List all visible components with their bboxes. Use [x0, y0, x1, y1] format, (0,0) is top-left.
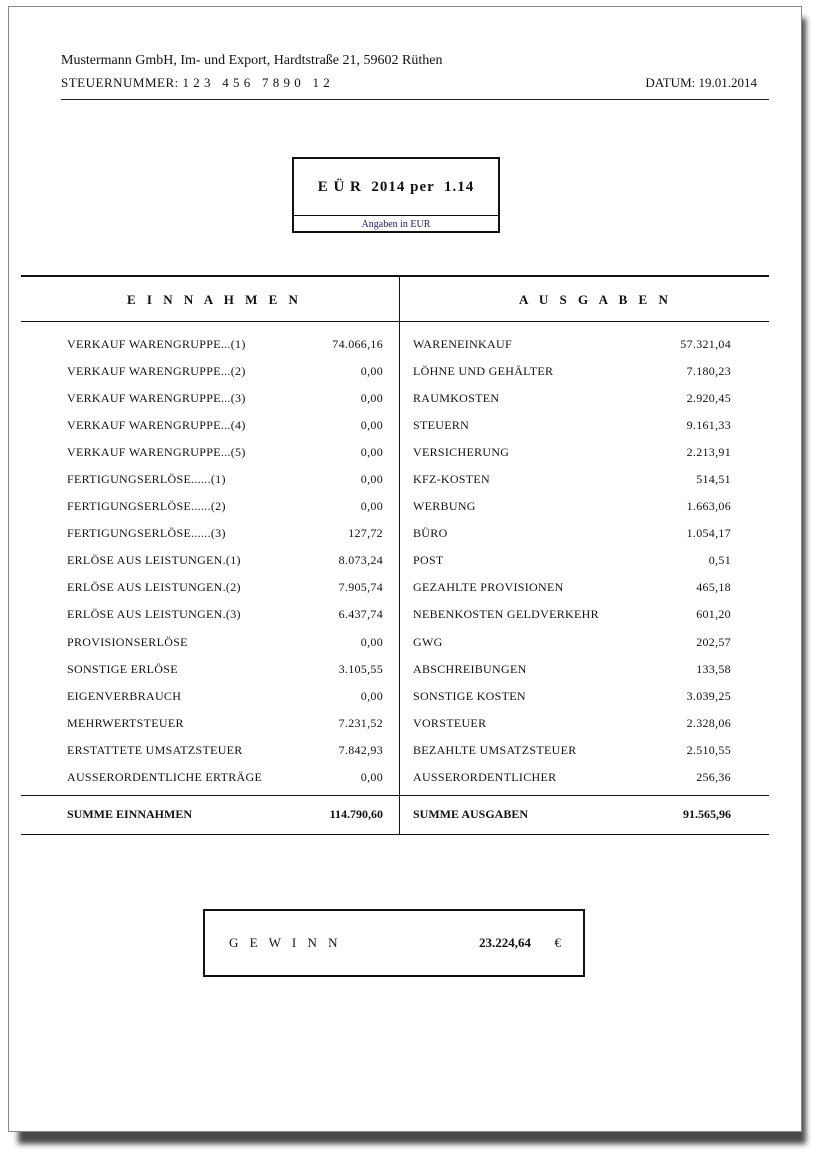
expense-row [413, 414, 731, 441]
income-row [67, 468, 383, 495]
expense-row [413, 468, 731, 495]
profit-box [203, 909, 585, 977]
income-value: 0,00 [360, 445, 383, 460]
profit-label: G E W I N N [229, 935, 342, 950]
income-value: 0,00 [360, 634, 383, 649]
expense-label: VERSICHERUNG [413, 445, 510, 460]
expense-label: ABSCHREIBUNGEN [413, 661, 527, 676]
income-row [67, 739, 383, 766]
table-column-divider [399, 275, 400, 835]
company-address: Mustermann GmbH, Im- und Export, Hardtstraße 21, 59602 Rüthen [61, 53, 443, 68]
expense-row [413, 685, 731, 712]
income-sum-value: 114.790,60 [329, 807, 383, 821]
expense-label: RAUMKOSTEN [413, 391, 500, 406]
income-value: 7.842,93 [338, 742, 383, 757]
expense-row [413, 387, 731, 414]
income-label: ERLÖSE AUS LEISTUNGEN.(2) [67, 580, 241, 595]
income-value: 7.905,74 [338, 580, 383, 595]
table-header-rule [21, 321, 769, 322]
income-row [67, 333, 383, 360]
expense-label: SONSTIGE KOSTEN [413, 688, 526, 703]
currency-symbol: € [554, 935, 561, 950]
income-label: ERLÖSE AUS LEISTUNGEN.(3) [67, 607, 241, 622]
expense-row [413, 522, 731, 549]
income-label: FERTIGUNGSERLÖSE......(2) [67, 499, 226, 514]
income-label: EIGENVERBRAUCH [67, 688, 182, 703]
expense-value: 0,51 [708, 553, 731, 568]
income-value: 3.105,55 [338, 661, 383, 676]
expense-row [413, 360, 731, 387]
income-value: 0,00 [360, 364, 383, 379]
expense-sum-label: SUMME AUSGABEN [413, 807, 529, 821]
expense-value: 7.180,23 [686, 364, 731, 379]
expense-label: GWG [413, 634, 443, 649]
income-row [67, 576, 383, 603]
expense-label: STEUERN [413, 418, 470, 433]
expense-value: 202,57 [696, 634, 731, 649]
expense-value: 256,36 [696, 769, 731, 784]
income-row [67, 631, 383, 658]
income-label: FERTIGUNGSERLÖSE......(3) [67, 526, 226, 541]
report-subtitle: Angaben in EUR [361, 219, 431, 230]
income-value: 0,00 [360, 391, 383, 406]
tax-number: STEUERNUMMER: 1 2 3 4 5 6 7 8 9 0 1 2 [61, 75, 331, 90]
income-value: 0,00 [360, 688, 383, 703]
income-label: SONSTIGE ERLÖSE [67, 661, 178, 676]
income-value: 7.231,52 [338, 715, 383, 730]
expense-row [413, 631, 731, 658]
document-date: DATUM: 19.01.2014 [645, 75, 757, 90]
income-value: 0,00 [360, 769, 383, 784]
expense-value: 2.328,06 [686, 715, 731, 730]
expense-value: 2.920,45 [686, 391, 731, 406]
expense-value: 3.039,25 [686, 688, 731, 703]
expense-label: GEZAHLTE PROVISIONEN [413, 580, 564, 595]
income-label: VERKAUF WARENGRUPPE...(1) [67, 337, 246, 351]
expense-value: 2.213,91 [686, 445, 731, 460]
income-value: 74.066,16 [332, 337, 383, 351]
income-label: MEHRWERTSTEUER [67, 715, 184, 730]
income-list [67, 333, 383, 793]
income-value: 8.073,24 [338, 553, 383, 568]
income-row [67, 414, 383, 441]
expense-label: WARENEINKAUF [413, 337, 512, 351]
income-row [67, 685, 383, 712]
income-value: 0,00 [360, 499, 383, 514]
expense-row [413, 658, 731, 685]
expense-label: WERBUNG [413, 499, 476, 514]
income-value: 6.437,74 [338, 607, 383, 622]
profit-value: 23.224,64 [479, 935, 531, 950]
expense-value: 9.161,33 [686, 418, 731, 433]
table-bottom-rule [21, 834, 769, 835]
income-value: 127,72 [348, 526, 383, 541]
income-label: ERSTATTETE UMSATZSTEUER [67, 742, 243, 757]
expense-label: POST [413, 553, 444, 568]
title-divider [294, 215, 498, 216]
income-sum-label: SUMME EINNAHMEN [67, 807, 192, 821]
report-title: E Ü R 2014 per 1.14 [317, 179, 475, 195]
income-row [67, 522, 383, 549]
income-value: 0,00 [360, 418, 383, 433]
expense-value: 1.054,17 [686, 526, 731, 541]
table-top-rule [21, 275, 769, 277]
expense-label: LÖHNE UND GEHÄLTER [413, 364, 554, 379]
income-row [67, 495, 383, 522]
expense-row [413, 441, 731, 468]
header-divider [61, 99, 769, 100]
expense-value: 57.321,04 [680, 337, 731, 351]
income-label: VERKAUF WARENGRUPPE...(3) [67, 391, 246, 406]
expense-value: 514,51 [696, 472, 731, 487]
income-label: PROVISIONSERLÖSE [67, 634, 188, 649]
income-label: VERKAUF WARENGRUPPE...(4) [67, 418, 246, 433]
expense-label: NEBENKOSTEN GELDVERKEHR [413, 607, 599, 622]
income-label: ERLÖSE AUS LEISTUNGEN.(1) [67, 553, 241, 568]
income-label: VERKAUF WARENGRUPPE...(5) [67, 445, 246, 460]
income-row [67, 658, 383, 685]
document-page [8, 6, 802, 1132]
income-row [67, 549, 383, 576]
expense-row [413, 495, 731, 522]
expense-value: 2.510,55 [686, 742, 731, 757]
expense-header: A U S G A B E N [519, 292, 672, 307]
income-value: 0,00 [360, 472, 383, 487]
table-sum-rule [21, 795, 769, 796]
expense-label: VORSTEUER [413, 715, 487, 730]
expense-list [413, 333, 731, 793]
income-row [67, 766, 383, 793]
expense-value: 133,58 [696, 661, 731, 676]
expense-value: 601,20 [696, 607, 731, 622]
income-label: VERKAUF WARENGRUPPE...(2) [67, 364, 246, 379]
title-box [292, 157, 500, 233]
income-header: E I N N A H M E N [127, 292, 302, 307]
expense-row [413, 603, 731, 630]
income-row [67, 360, 383, 387]
expense-row [413, 712, 731, 739]
expense-row [413, 739, 731, 766]
income-row [67, 387, 383, 414]
income-row [67, 603, 383, 630]
expense-label: BÜRO [413, 526, 448, 541]
expense-label: KFZ-KOSTEN [413, 472, 490, 487]
income-label: AUSSERORDENTLICHE ERTRÄGE [67, 769, 263, 784]
expense-label: BEZAHLTE UMSATZSTEUER [413, 742, 577, 757]
expense-row [413, 333, 731, 360]
expense-value: 465,18 [696, 580, 731, 595]
income-row [67, 441, 383, 468]
expense-label: AUSSERORDENTLICHER [413, 769, 557, 784]
expense-row [413, 549, 731, 576]
expense-row [413, 576, 731, 603]
expense-row [413, 766, 731, 793]
expense-value: 1.663,06 [686, 499, 731, 514]
income-row [67, 712, 383, 739]
income-label: FERTIGUNGSERLÖSE......(1) [67, 472, 226, 487]
expense-sum-value: 91.565,96 [683, 807, 731, 821]
